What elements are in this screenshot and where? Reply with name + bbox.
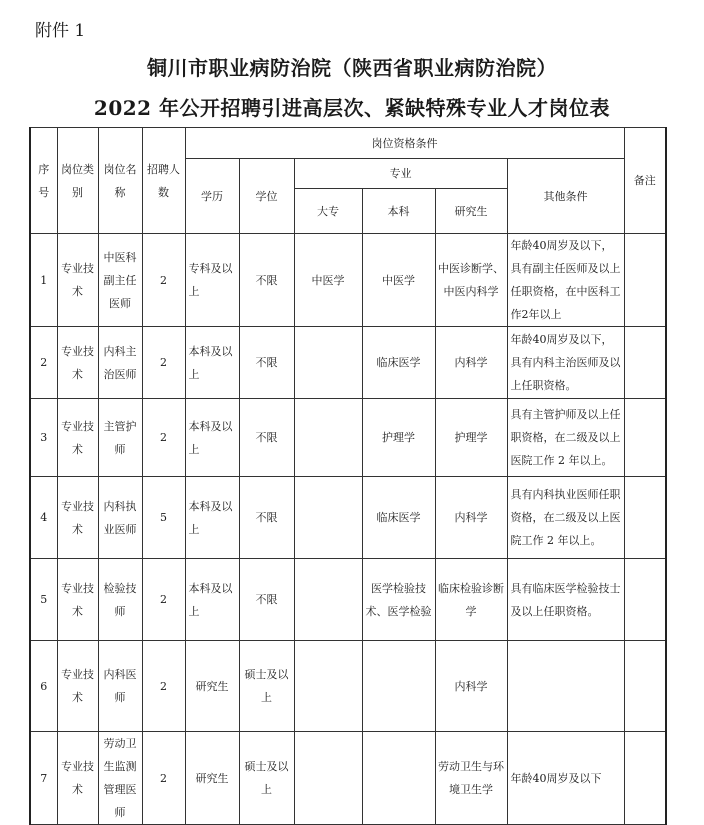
cell-seq: 2 <box>30 327 57 399</box>
header-other: 其他条件 <box>507 159 624 234</box>
header-graduate: 研究生 <box>435 189 507 234</box>
cell-category: 专业技术 <box>57 399 98 477</box>
table-row <box>30 477 666 559</box>
cell-education: 本科及以上 <box>185 399 239 477</box>
cell-seq: 4 <box>30 477 57 559</box>
table-row <box>30 559 666 641</box>
cell-undergraduate: 护理学 <box>362 399 435 477</box>
header-major: 专业 <box>294 159 507 189</box>
cell-other <box>507 641 624 732</box>
cell-junior-college <box>294 559 362 641</box>
header-seq: 序号 <box>30 128 57 234</box>
table-row <box>30 732 666 825</box>
header-position: 岗位名称 <box>98 128 142 234</box>
cell-graduate: 劳动卫生与环境卫生学 <box>435 732 507 825</box>
cell-degree: 硕士及以上 <box>239 641 294 732</box>
header-undergraduate: 本科 <box>362 189 435 234</box>
cell-education: 本科及以上 <box>185 327 239 399</box>
cell-other: 年龄40周岁及以下，具有副主任医师及以上任职资格，在中医科工作2年以上 <box>507 234 624 327</box>
cell-degree: 硕士及以上 <box>239 732 294 825</box>
cell-degree: 不限 <box>239 559 294 641</box>
header-education: 学历 <box>185 159 239 234</box>
table-row <box>30 399 666 477</box>
document-subtitle: 2022 年公开招聘引进高层次、紧缺特殊专业人才岗位表 <box>93 96 611 120</box>
cell-remarks <box>624 732 666 825</box>
cell-education: 专科及以上 <box>185 234 239 327</box>
cell-education: 研究生 <box>185 641 239 732</box>
cell-education: 本科及以上 <box>185 477 239 559</box>
cell-remarks <box>624 234 666 327</box>
cell-undergraduate: 中医学 <box>362 234 435 327</box>
cell-other: 具有临床医学检验技士及以上任职资格。 <box>507 559 624 641</box>
cell-position: 内科医师 <box>98 641 142 732</box>
cell-graduate: 内科学 <box>435 641 507 732</box>
cell-seq: 1 <box>30 234 57 327</box>
cell-count: 2 <box>142 327 185 399</box>
cell-graduate: 内科学 <box>435 327 507 399</box>
cell-remarks <box>624 641 666 732</box>
position-table <box>29 127 667 825</box>
cell-count: 2 <box>142 234 185 327</box>
cell-other: 具有内科执业医师任职资格，在二级及以上医院工作 2 年以上。 <box>507 477 624 559</box>
table-row <box>30 641 666 732</box>
cell-position: 检验技师 <box>98 559 142 641</box>
cell-count: 2 <box>142 732 185 825</box>
cell-seq: 5 <box>30 559 57 641</box>
cell-undergraduate: 临床医学 <box>362 477 435 559</box>
cell-category: 专业技术 <box>57 477 98 559</box>
cell-degree: 不限 <box>239 234 294 327</box>
cell-position: 内科主治医师 <box>98 327 142 399</box>
cell-undergraduate <box>362 732 435 825</box>
attachment-label: 附件 1 <box>35 21 86 41</box>
cell-remarks <box>624 477 666 559</box>
header-remarks: 备注 <box>624 128 666 234</box>
cell-undergraduate: 医学检验技术、医学检验 <box>362 559 435 641</box>
cell-count: 2 <box>142 641 185 732</box>
cell-position: 主管护师 <box>98 399 142 477</box>
header-count: 招聘人数 <box>142 128 185 234</box>
cell-seq: 3 <box>30 399 57 477</box>
cell-graduate: 临床检验诊断学 <box>435 559 507 641</box>
cell-junior-college <box>294 399 362 477</box>
cell-seq: 6 <box>30 641 57 732</box>
cell-remarks <box>624 559 666 641</box>
cell-other: 年龄40周岁及以下 <box>507 732 624 825</box>
header-qualifications: 岗位资格条件 <box>185 128 624 159</box>
cell-other: 年龄40周岁及以下，具有内科主治医师及以上任职资格。 <box>507 327 624 399</box>
document-title: 铜川市职业病防治院（陕西省职业病防治院） <box>147 56 557 80</box>
cell-seq: 7 <box>30 732 57 825</box>
cell-remarks <box>624 327 666 399</box>
cell-junior-college <box>294 732 362 825</box>
cell-position: 中医科副主任医师 <box>98 234 142 327</box>
cell-junior-college <box>294 477 362 559</box>
cell-junior-college <box>294 327 362 399</box>
cell-count: 2 <box>142 399 185 477</box>
table-row <box>30 327 666 399</box>
cell-graduate: 中医诊断学、中医内科学 <box>435 234 507 327</box>
header-row-1 <box>30 128 666 159</box>
cell-degree: 不限 <box>239 327 294 399</box>
cell-undergraduate <box>362 641 435 732</box>
cell-junior-college: 中医学 <box>294 234 362 327</box>
header-degree: 学位 <box>239 159 294 234</box>
header-junior-college: 大专 <box>294 189 362 234</box>
cell-junior-college <box>294 641 362 732</box>
cell-category: 专业技术 <box>57 234 98 327</box>
cell-category: 专业技术 <box>57 327 98 399</box>
cell-other: 具有主管护师及以上任职资格，在二级及以上医院工作 2 年以上。 <box>507 399 624 477</box>
cell-degree: 不限 <box>239 477 294 559</box>
cell-position: 劳动卫生监测管理医师 <box>98 732 142 825</box>
cell-count: 2 <box>142 559 185 641</box>
cell-graduate: 护理学 <box>435 399 507 477</box>
cell-category: 专业技术 <box>57 559 98 641</box>
header-category: 岗位类别 <box>57 128 98 234</box>
table-row <box>30 234 666 327</box>
cell-position: 内科执业医师 <box>98 477 142 559</box>
cell-undergraduate: 临床医学 <box>362 327 435 399</box>
cell-remarks <box>624 399 666 477</box>
cell-category: 专业技术 <box>57 641 98 732</box>
cell-count: 5 <box>142 477 185 559</box>
cell-graduate: 内科学 <box>435 477 507 559</box>
cell-degree: 不限 <box>239 399 294 477</box>
cell-education: 研究生 <box>185 732 239 825</box>
cell-education: 本科及以上 <box>185 559 239 641</box>
cell-category: 专业技术 <box>57 732 98 825</box>
